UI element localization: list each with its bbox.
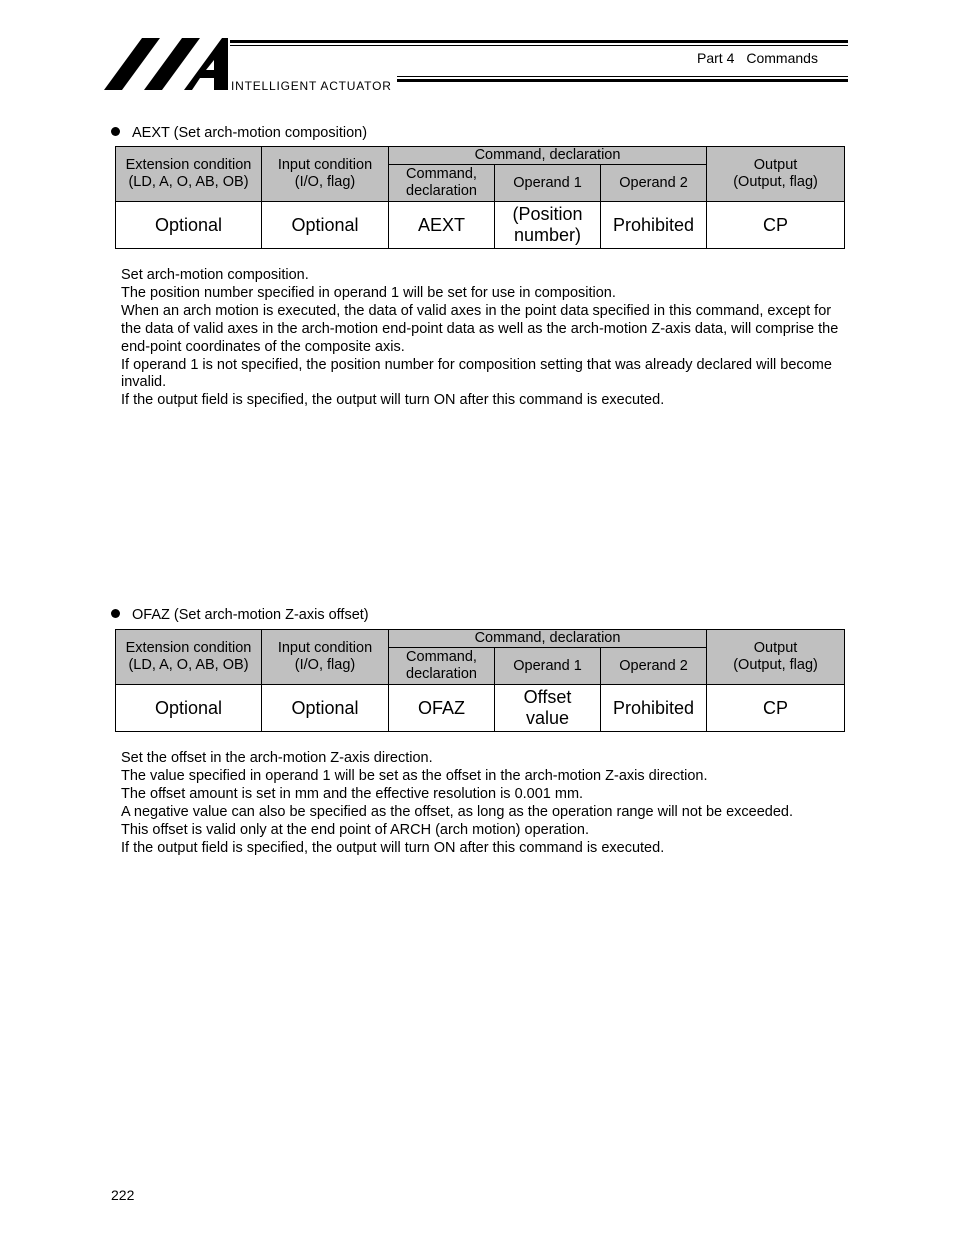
description-line: If the output field is specified, the output will turn ON after this command is executed. bbox=[121, 839, 665, 856]
section-title-ofaz bbox=[111, 607, 369, 623]
header-rule-bottom bbox=[397, 79, 848, 82]
header-rule-top bbox=[230, 40, 848, 43]
header-command-group: Command, declaration bbox=[389, 147, 707, 165]
cell-operand-2: Prohibited bbox=[601, 202, 707, 249]
header-input-condition: Input condition (I/O, flag) bbox=[262, 147, 389, 202]
header-operand-1: Operand 1 bbox=[495, 648, 601, 685]
description-line: If operand 1 is not specified, the position number for composition setting that was already declared will become invalid. bbox=[121, 356, 832, 391]
command-table-ofaz bbox=[115, 629, 845, 732]
cell-command: AEXT bbox=[389, 202, 495, 249]
section-title-aext bbox=[111, 125, 367, 141]
bullet-icon bbox=[111, 609, 120, 618]
header-extension-condition: Extension condition (LD, A, O, AB, OB) bbox=[116, 147, 262, 202]
header-rule-top-thin bbox=[230, 45, 848, 46]
description-line: Set arch-motion composition. bbox=[121, 267, 309, 283]
cell-output: CP bbox=[707, 685, 845, 732]
cell-output: CP bbox=[707, 202, 845, 249]
cell-operand-1: (Position number) bbox=[495, 202, 601, 249]
header-command: Command, declaration bbox=[389, 648, 495, 685]
bullet-icon bbox=[111, 127, 120, 136]
header-rule-bottom-thin bbox=[397, 76, 848, 77]
description-line: This offset is valid only at the end point of ARCH (arch motion) operation. bbox=[121, 821, 590, 838]
section-title-text: OFAZ (Set arch-motion Z-axis offset) bbox=[132, 607, 369, 623]
cell-command: OFAZ bbox=[389, 685, 495, 732]
description-line: The position number specified in operand 1 will be set for use in composition. bbox=[121, 284, 616, 301]
cell-operand-2: Prohibited bbox=[601, 685, 707, 732]
header-operand-2: Operand 2 bbox=[601, 165, 707, 202]
brand-name: INTELLIGENT ACTUATOR bbox=[231, 79, 392, 93]
header-output: Output (Output, flag) bbox=[707, 630, 845, 685]
part-label: Part 4 bbox=[697, 50, 735, 66]
header-operand-2: Operand 2 bbox=[601, 648, 707, 685]
cell-extension: Optional bbox=[116, 685, 262, 732]
cell-input: Optional bbox=[262, 685, 389, 732]
cell-input: Optional bbox=[262, 202, 389, 249]
cell-extension: Optional bbox=[116, 202, 262, 249]
header-output: Output (Output, flag) bbox=[707, 147, 845, 202]
header-operand-1: Operand 1 bbox=[495, 165, 601, 202]
cell-operand-1: Offset value bbox=[495, 685, 601, 732]
description-line: A negative value can also be specified as the offset, as long as the operation range will not be exceeded. bbox=[121, 803, 794, 820]
description-line: Set the offset in the arch-motion Z-axis direction. bbox=[121, 750, 433, 766]
section-label: Commands bbox=[746, 50, 818, 66]
header-command: Command, declaration bbox=[389, 165, 495, 202]
header-part-label bbox=[697, 50, 818, 66]
header-command-group: Command, declaration bbox=[389, 630, 707, 648]
page-number: 222 bbox=[111, 1187, 135, 1203]
description-line: If the output field is specified, the output will turn ON after this command is executed. bbox=[121, 392, 665, 409]
section-title-text: AEXT (Set arch-motion composition) bbox=[132, 125, 368, 141]
iai-logo bbox=[104, 38, 234, 94]
description-line: The value specified in operand 1 will be set as the offset in the arch-motion Z-axis direction. bbox=[121, 767, 708, 784]
description-ofaz bbox=[121, 750, 851, 857]
description-aext bbox=[121, 267, 851, 410]
command-table-aext bbox=[115, 146, 845, 249]
header-input-condition: Input condition (I/O, flag) bbox=[262, 630, 389, 685]
description-line: When an arch motion is executed, the data of valid axes in the point data specified in this command, except for the data of valid axes in the arch-motion end-point data as well as the arch-motion Z-axis data, will comprise the end-point coordinates of the composite axis. bbox=[121, 302, 839, 355]
description-line: The offset amount is set in mm and the effective resolution is 0.001 mm. bbox=[121, 785, 584, 802]
header-extension-condition: Extension condition (LD, A, O, AB, OB) bbox=[116, 630, 262, 685]
